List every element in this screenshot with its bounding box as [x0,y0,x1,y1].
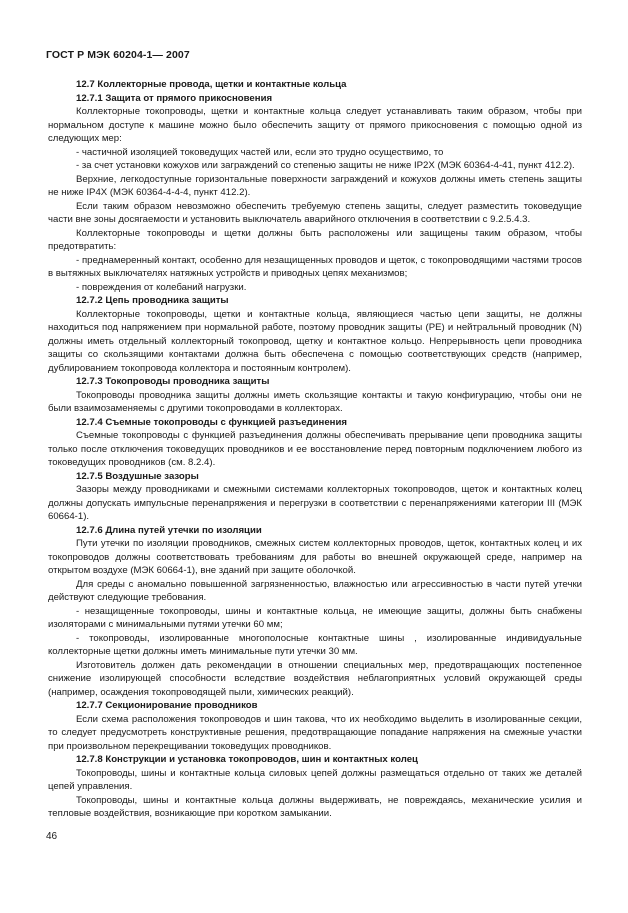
paragraph: Изготовитель должен дать рекомендации в отношении специальных мер, предотвращающих постепенное снижение изолирующей способности вследствие воздействия неблагоприятных условий окружающей среды (например, осаждения токопроводящей пыли, химических реакций). [48,659,582,698]
paragraph: - частичной изоляцией токоведущих частей или, если это трудно осуществимо, то [76,146,444,158]
paragraph: Токопроводы, шины и контактные кольца должны выдерживать, не повреждаясь, механические усилия и тепловые воздействия, возникающие при коротком замыкании. [48,794,582,819]
section-heading: 12.7.7 Секционирование проводников [76,700,258,711]
document-header: ГОСТ Р МЭК 60204-1— 2007 [46,49,190,61]
paragraph: Коллекторные токопроводы, щетки и контактные кольца следует устанавливать таким образом, чтобы при нормальном доступе к машине можно было обеспечить защиту от прямого прикосновения с помощью одной из следующих мер: [48,106,582,144]
page-number: 46 [46,831,58,842]
paragraph: - токопроводы, изолированные многополосные контактные шины , изолированные индивидуальные коллекторные щетки должны иметь минимальные пути утечки 30 мм. [48,632,582,657]
paragraph: Для среды с аномально повышенной загрязненностью, влажностью или агрессивностью в части путей утечки действуют следующие требования. [48,578,582,603]
paragraph: Коллекторные токопроводы и щетки должны быть расположены или защищены таким образом, чтобы предотвратить: [48,227,582,252]
paragraph: - повреждения от колебаний нагрузки. [76,281,247,293]
section-heading: 12.7.3 Токопроводы проводника защиты [76,376,270,387]
section-heading: 12.7.6 Длина путей утечки по изоляции [76,524,262,536]
paragraph: Если схема расположения токопроводов и шин такова, что их необходимо выделить в изолированные секции, то следует предусмотреть конструктивные решения, предотвращающие попадание напряжения на смежные участки при произвольном перекрещивании токоведущих проводников. [48,713,582,752]
paragraph: Съемные токопроводы с функцией разъединения должны обеспечивать прерывание цепи проводника защиты только после отключения токоведущих проводников и ее восстановление перед повторным подключением любого из токоведущих проводников (см. 8.2.4). [48,430,582,468]
section-heading: 12.7.2 Цепь проводника защиты [76,295,229,306]
paragraph: - за счет установки кожухов или заграждений со степенью защиты не ниже IP2X (МЭК 60364-4-41, пункт 412.2). [76,160,575,171]
paragraph: Пути утечки по изоляции проводников, смежных систем коллекторных проводов, щеток, контактных колец и их токопроводов должны соответствовать требованиям для работы во внешней окружающей среде, например на открытом воздухе (МЭК 60664-1), вне зданий при защите оболочкой. [48,538,582,576]
paragraph: Коллекторные токопроводы, щетки и контактные кольца, являющиеся частью цепи защиты, не должны находиться под напряжением при нормальной работе, поэтому проводник защиты (PE) и нейтральный проводник (N) должны иметь отдельный коллекторный токопровод, щетку и контактное кольцо. Непрерывность цепи проводника защиты со скользящими контактами должна быть обеспечена с помощью соответствующих средств (например, дублированием токопровода коллектора и постоянным контролем). [48,308,582,374]
section-heading: 12.7.8 Конструкции и установка токопроводов, шин и контактных колец [76,754,418,765]
document-body [48,78,582,821]
section-heading: 12.7.4 Съемные токопроводы с функцией разъединения [76,416,347,428]
section-heading: 12.7.5 Воздушные зазоры [76,470,199,482]
paragraph: Токопроводы проводника защиты должны иметь скользящие контакты и такую конфигурацию, чтобы они не были взаимозаменяемы с другими токопроводами в коллекторах. [48,389,582,414]
paragraph: - незащищенные токопроводы, шины и контактные кольца, не имеющие защиты, должны быть снабжены изоляторами с минимальными путями утечки 60 мм; [48,605,582,630]
paragraph: Если таким образом невозможно обеспечить требуемую степень защиты, следует разместить токоведущие части вне зоны досягаемости и установить выключатель аварийного отключения в соответствии с 9.2.5.4.3. [48,200,582,225]
section-heading: 12.7 Коллекторные провода, щетки и контактные кольца [76,79,347,90]
paragraph: Верхние, легкодоступные горизонтальные поверхности заграждений и кожухов должны иметь степень защиты не ниже IP4X (МЭК 60364-4-4-4, пункт 412.2). [48,173,582,198]
paragraph: Токопроводы, шины и контактные кольца силовых цепей должны размещаться отдельно от таких же деталей цепей управления. [48,767,582,792]
section-heading: 12.7.1 Защита от прямого прикосновения [76,92,273,104]
paragraph: Зазоры между проводниками и смежными системами коллекторных токопроводов, щеток и контактных колец должны допускать импульсные перенапряжения и перегрузки в соответствии с перенапряжениями категории III (МЭК 60664-1). [48,484,582,522]
paragraph: - преднамеренный контакт, особенно для незащищенных проводов и щеток, с токопроводящими частями тросов в вытяжных выключателях натяжных устройств и приводных цепях механизмов; [48,254,582,279]
